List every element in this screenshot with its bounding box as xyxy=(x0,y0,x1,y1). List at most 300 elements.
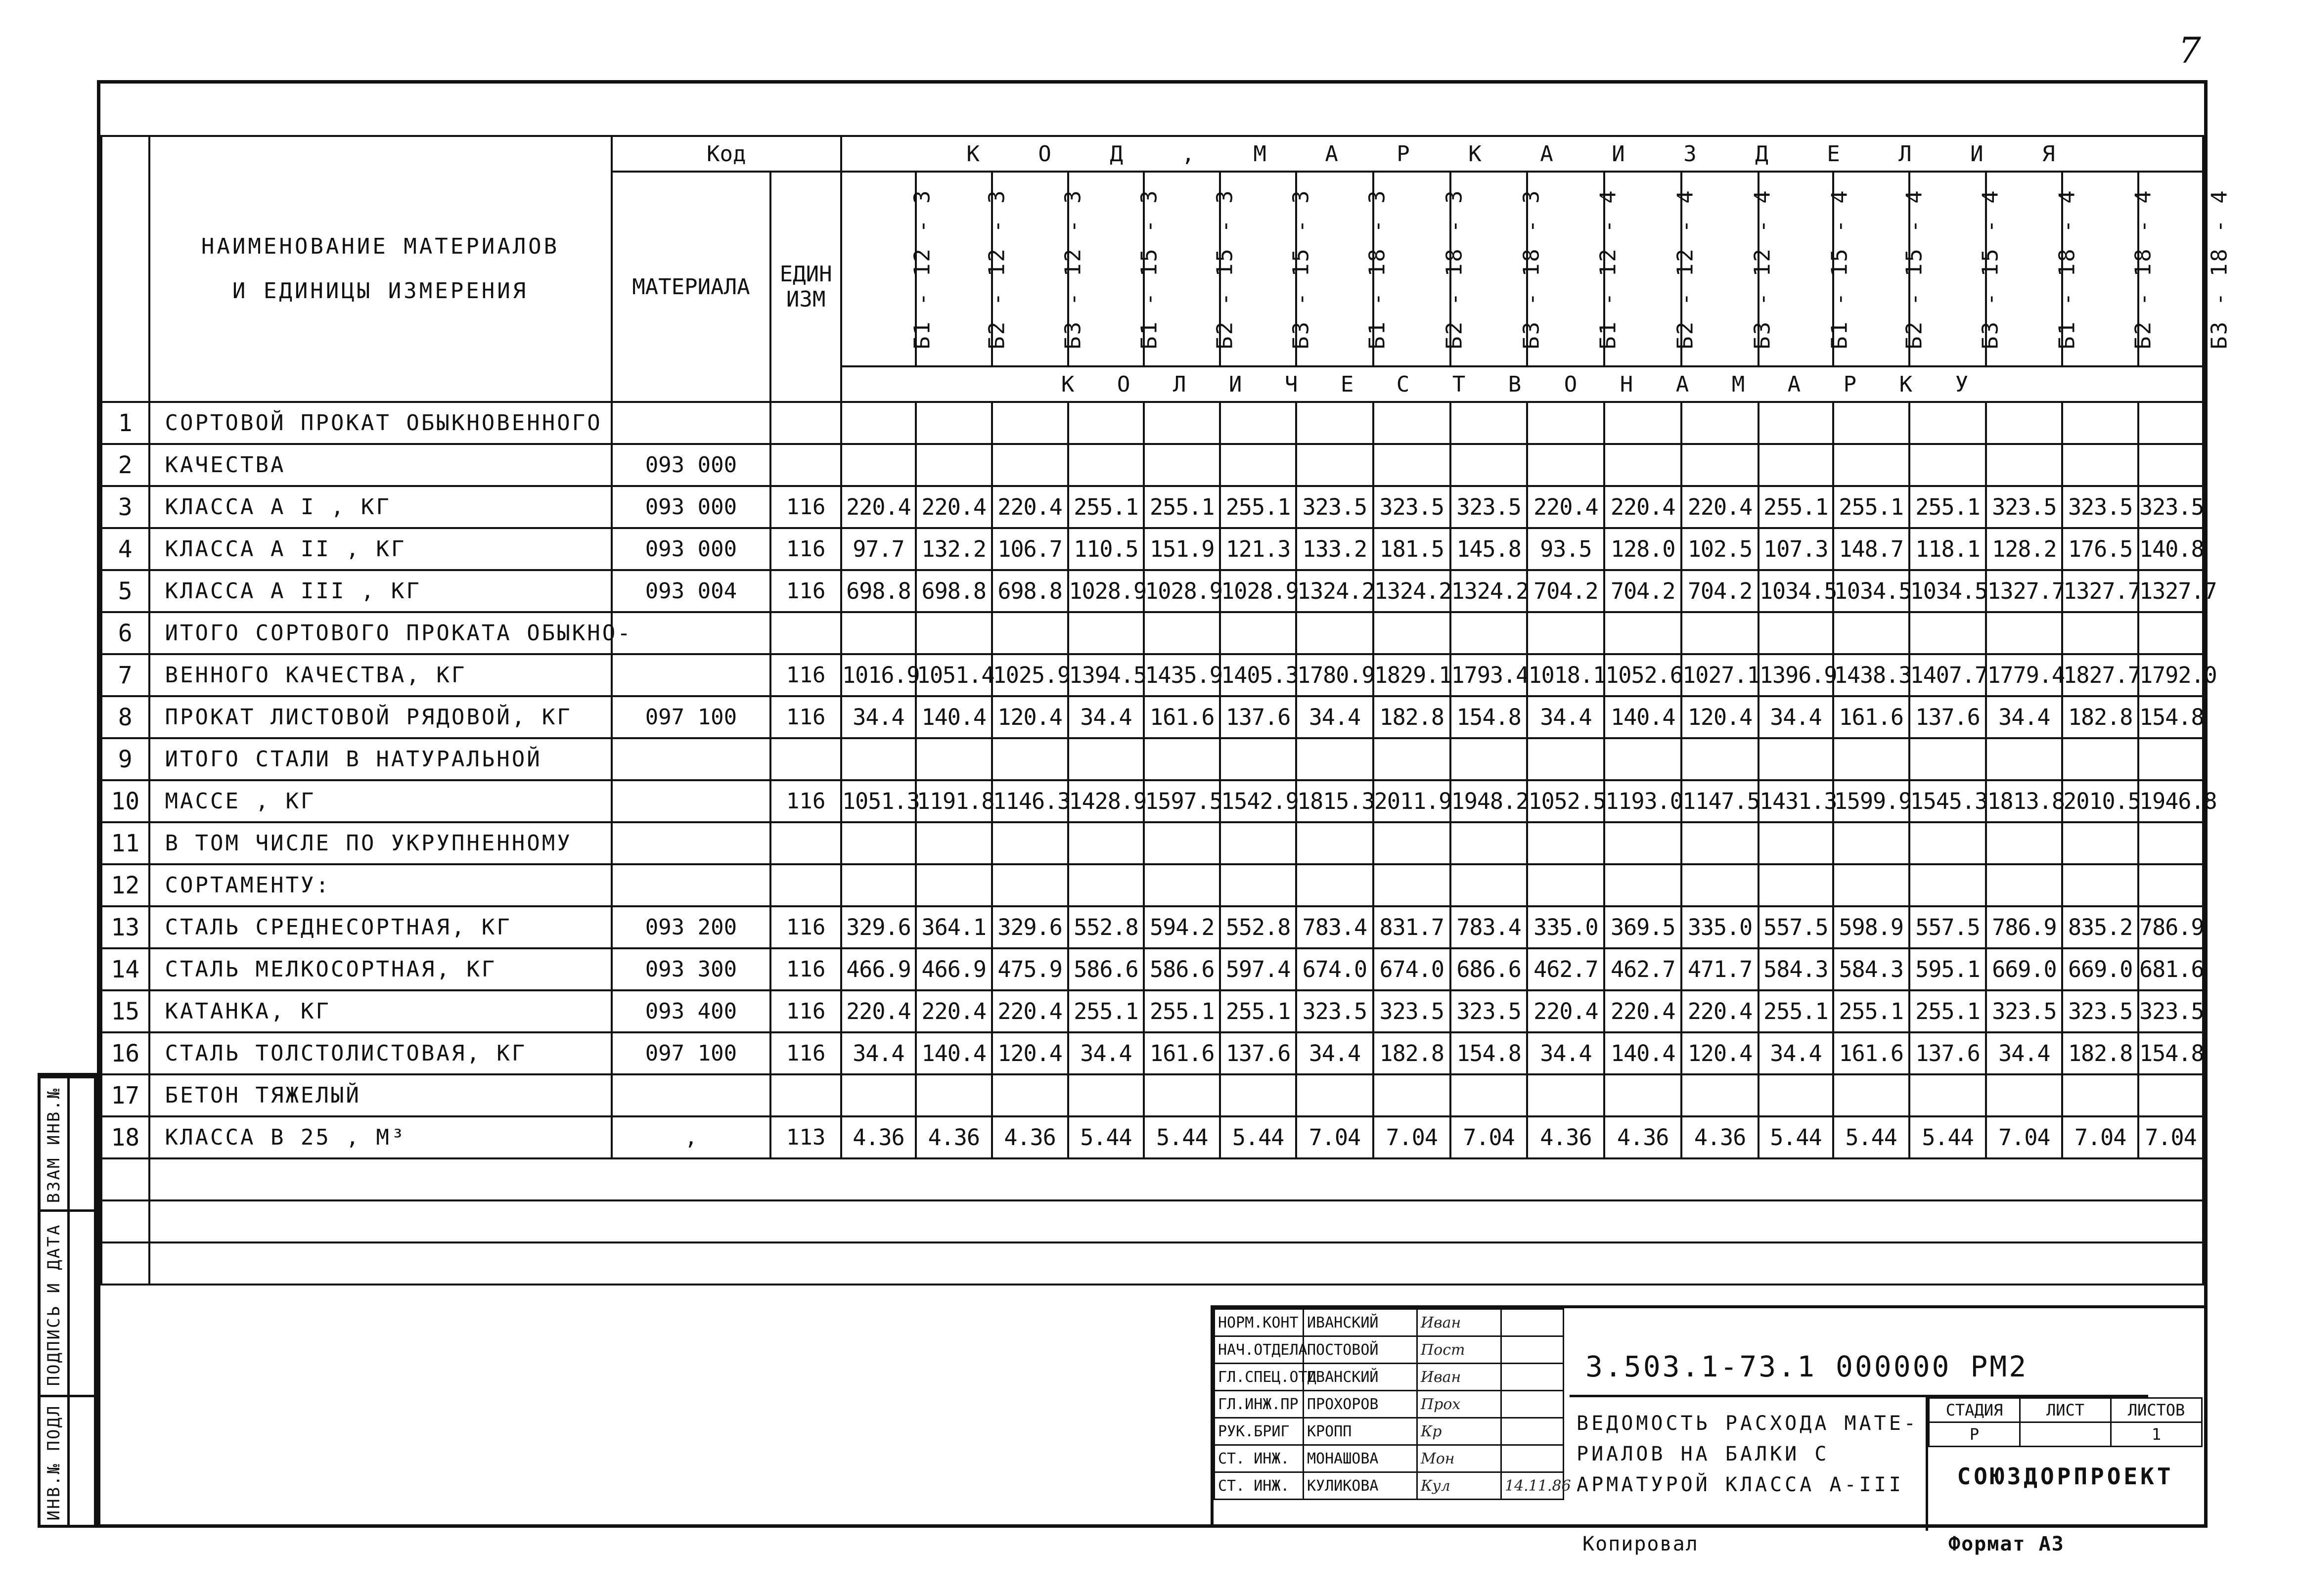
value-cell: 1324.2 xyxy=(1373,570,1450,612)
value-cell: 255.1 xyxy=(1220,486,1296,528)
value-cell xyxy=(1986,402,2062,444)
value-cell: 1327.7 xyxy=(2138,570,2203,612)
value-cell: 1405.3 xyxy=(1220,654,1296,696)
value-cell: 786.9 xyxy=(1986,906,2062,948)
value-cell xyxy=(916,864,992,906)
value-cell: 7.04 xyxy=(1450,1116,1528,1158)
value-cell xyxy=(1220,864,1296,906)
value-cell: 120.4 xyxy=(992,696,1068,738)
unit-header xyxy=(770,172,841,402)
signature-role: РУК.БРИГ xyxy=(1215,1418,1304,1445)
signature-name: ПОСТОВОЙ xyxy=(1304,1336,1417,1364)
row-code: 097 100 xyxy=(612,1032,771,1074)
value-cell xyxy=(1068,612,1144,654)
value-cell xyxy=(1909,822,1986,864)
strip-podpis xyxy=(41,1209,94,1397)
row-name: ПРОКАТ ЛИСТОВОЙ РЯДОВОЙ, КГ xyxy=(149,696,612,738)
value-cell xyxy=(1296,612,1373,654)
row-name: В ТОМ ЧИСЛЕ ПО УКРУПНЕННОМУ xyxy=(149,822,612,864)
value-cell xyxy=(1759,612,1833,654)
table-row xyxy=(101,948,2203,990)
value-cell: 698.8 xyxy=(916,570,992,612)
row-number: 15 xyxy=(101,990,149,1032)
value-cell: 594.2 xyxy=(1144,906,1220,948)
value-cell: 1431.3 xyxy=(1759,780,1833,822)
value-cell: 1147.5 xyxy=(1681,780,1759,822)
signature-role: СТ. ИНЖ. xyxy=(1215,1445,1304,1472)
value-cell xyxy=(1527,864,1604,906)
value-cell: 1948.2 xyxy=(1450,780,1528,822)
value-cell xyxy=(1833,612,1909,654)
value-cell xyxy=(1373,402,1450,444)
value-cell: 783.4 xyxy=(1450,906,1528,948)
value-cell: 1545.3 xyxy=(1909,780,1986,822)
value-cell xyxy=(1068,1074,1144,1116)
value-cell: 93.5 xyxy=(1527,528,1604,570)
signature-date xyxy=(1501,1309,1564,1336)
mark-label: Б2 - 12 - 4 xyxy=(1673,188,1699,350)
value-cell xyxy=(1527,612,1604,654)
value-cell: 161.6 xyxy=(1144,1032,1220,1074)
row-unit xyxy=(770,402,841,444)
value-cell xyxy=(1527,1074,1604,1116)
value-cell xyxy=(841,612,916,654)
row-unit: 116 xyxy=(770,486,841,528)
value-cell: 783.4 xyxy=(1296,906,1373,948)
value-cell xyxy=(2138,402,2203,444)
value-cell xyxy=(1759,1074,1833,1116)
table-row xyxy=(101,780,2203,822)
value-cell: 176.5 xyxy=(2062,528,2138,570)
value-cell xyxy=(916,444,992,486)
value-cell: 1146.3 xyxy=(992,780,1068,822)
value-cell xyxy=(992,1074,1068,1116)
value-cell xyxy=(1681,1074,1759,1116)
strip-podpis-label: ПОДПИСЬ И ДАТА xyxy=(44,1223,64,1386)
value-cell: 669.0 xyxy=(1986,948,2062,990)
row-name: ИТОГО СОРТОВОГО ПРОКАТА ОБЫКНО- xyxy=(149,612,612,654)
value-cell: 34.4 xyxy=(1296,1032,1373,1074)
value-cell: 1396.9 xyxy=(1759,654,1833,696)
table-row xyxy=(101,444,2203,486)
value-cell xyxy=(1604,444,1681,486)
row-name: КЛАССА А III , КГ xyxy=(149,570,612,612)
row-unit: 113 xyxy=(770,1116,841,1158)
row-unit: 116 xyxy=(770,780,841,822)
page-number: 7 xyxy=(2178,30,2201,71)
value-cell: 1018.1 xyxy=(1527,654,1604,696)
signature-role: НАЧ.ОТДЕЛА xyxy=(1215,1336,1304,1364)
signature-role: ГЛ.СПЕЦ.ОТД xyxy=(1215,1364,1304,1391)
value-cell: 182.8 xyxy=(2062,1032,2138,1074)
value-cell: 369.5 xyxy=(1604,906,1681,948)
value-cell: 5.44 xyxy=(1220,1116,1296,1158)
value-cell: 128.2 xyxy=(1986,528,2062,570)
value-cell: 220.4 xyxy=(1604,486,1681,528)
value-cell: 4.36 xyxy=(916,1116,992,1158)
mark-label: Б1 - 18 - 4 xyxy=(2055,188,2080,350)
value-cell: 475.9 xyxy=(992,948,1068,990)
value-cell: 34.4 xyxy=(1759,1032,1833,1074)
value-cell xyxy=(1296,864,1373,906)
value-cell: 698.8 xyxy=(992,570,1068,612)
row-code: 093 200 xyxy=(612,906,771,948)
mark-label: Б3 - 18 - 3 xyxy=(1519,188,1544,350)
value-cell xyxy=(1220,612,1296,654)
value-cell: 7.04 xyxy=(1296,1116,1373,1158)
value-cell xyxy=(1450,1074,1528,1116)
value-cell: 137.6 xyxy=(1220,696,1296,738)
value-cell: 323.5 xyxy=(1373,486,1450,528)
signature-row xyxy=(1215,1445,1564,1472)
value-cell: 1438.3 xyxy=(1833,654,1909,696)
value-cell xyxy=(1068,822,1144,864)
value-cell xyxy=(1527,738,1604,780)
signature-row xyxy=(1215,1418,1564,1445)
value-cell: 255.1 xyxy=(1833,990,1909,1032)
value-cell: 137.6 xyxy=(1909,696,1986,738)
row-name: КЛАССА В 25 , М³ xyxy=(149,1116,612,1158)
value-cell: 1779.4 xyxy=(1986,654,2062,696)
value-cell: 462.7 xyxy=(1604,948,1681,990)
value-cell xyxy=(841,1074,916,1116)
value-cell: 323.5 xyxy=(1450,990,1528,1032)
row-name: БЕТОН ТЯЖЕЛЫЙ xyxy=(149,1074,612,1116)
row-unit xyxy=(770,822,841,864)
stage-value-cell: Р xyxy=(1929,1422,2020,1447)
value-cell: 323.5 xyxy=(2138,990,2203,1032)
value-cell: 161.6 xyxy=(1833,1032,1909,1074)
value-cell: 674.0 xyxy=(1373,948,1450,990)
row-code: 093 000 xyxy=(612,528,771,570)
value-cell xyxy=(1450,822,1528,864)
value-cell: 220.4 xyxy=(1681,990,1759,1032)
value-cell: 586.6 xyxy=(1144,948,1220,990)
table-row xyxy=(101,1032,2203,1074)
value-cell: 323.5 xyxy=(2138,486,2203,528)
value-cell: 1028.9 xyxy=(1144,570,1220,612)
value-cell: 182.8 xyxy=(1373,696,1450,738)
name-header-line1: НАИМЕНОВАНИЕ МАТЕРИАЛОВ xyxy=(201,234,560,259)
title-block xyxy=(1211,1305,2208,1528)
value-cell: 140.4 xyxy=(1604,696,1681,738)
value-cell xyxy=(1909,864,1986,906)
value-cell: 137.6 xyxy=(1220,1032,1296,1074)
table-row xyxy=(101,528,2203,570)
value-cell: 1792.0 xyxy=(2138,654,2203,696)
unit-header-line2: ИЗМ xyxy=(786,287,826,312)
quantity-header: К О Л И Ч Е С Т В О Н А М А Р К У xyxy=(841,366,2203,402)
value-cell: 557.5 xyxy=(1909,906,1986,948)
value-cell xyxy=(1296,1074,1373,1116)
value-cell: 34.4 xyxy=(1068,696,1144,738)
value-cell xyxy=(1373,864,1450,906)
row-name: ВЕННОГО КАЧЕСТВА, КГ xyxy=(149,654,612,696)
row-name: КЛАССА А I , КГ xyxy=(149,486,612,528)
value-cell: 220.4 xyxy=(841,486,916,528)
value-cell xyxy=(1909,612,1986,654)
stage-value-cell: 1 xyxy=(2111,1422,2202,1447)
value-cell: 5.44 xyxy=(1068,1116,1144,1158)
value-cell xyxy=(2062,612,2138,654)
row-code: 093 004 xyxy=(612,570,771,612)
value-cell: 154.8 xyxy=(1450,1032,1528,1074)
value-cell: 323.5 xyxy=(1986,990,2062,1032)
value-cell: 4.36 xyxy=(1604,1116,1681,1158)
value-cell xyxy=(1373,1074,1450,1116)
strip-vzam-label: ВЗАМ ИНВ.№ xyxy=(44,1087,64,1203)
mark-label: Б3 - 15 - 4 xyxy=(1978,188,2003,350)
code-header: Код xyxy=(612,136,842,172)
value-cell xyxy=(1833,738,1909,780)
value-cell xyxy=(1759,864,1833,906)
table-row xyxy=(101,696,2203,738)
stage-grid xyxy=(1926,1397,2203,1531)
value-cell: 1946.8 xyxy=(2138,780,2203,822)
value-cell: 34.4 xyxy=(1296,696,1373,738)
value-cell: 1780.9 xyxy=(1296,654,1373,696)
value-cell: 704.2 xyxy=(1527,570,1604,612)
mark-label: Б3 - 12 - 4 xyxy=(1750,188,1775,350)
copied-by-label: Копировал xyxy=(1582,1533,1699,1555)
value-cell: 1813.8 xyxy=(1986,780,2062,822)
value-cell: 220.4 xyxy=(1527,990,1604,1032)
signature-date xyxy=(1501,1445,1564,1472)
value-cell: 323.5 xyxy=(1296,486,1373,528)
value-cell: 1016.9 xyxy=(841,654,916,696)
row-number: 18 xyxy=(101,1116,149,1158)
row-number: 12 xyxy=(101,864,149,906)
value-cell: 102.5 xyxy=(1681,528,1759,570)
value-cell: 586.6 xyxy=(1068,948,1144,990)
value-cell: 1051.4 xyxy=(916,654,992,696)
value-cell: 140.8 xyxy=(2138,528,2203,570)
signature-role: ГЛ.ИНЖ.ПР xyxy=(1215,1391,1304,1418)
value-cell xyxy=(1527,822,1604,864)
row-unit: 116 xyxy=(770,948,841,990)
value-cell: 552.8 xyxy=(1068,906,1144,948)
table-row xyxy=(101,612,2203,654)
value-cell xyxy=(841,864,916,906)
value-cell: 1028.9 xyxy=(1068,570,1144,612)
value-cell: 323.5 xyxy=(1373,990,1450,1032)
row-name: КАЧЕСТВА xyxy=(149,444,612,486)
unit-header-line1: ЕДИН xyxy=(779,262,832,287)
signature-mark: Иван xyxy=(1417,1309,1501,1336)
row-number: 13 xyxy=(101,906,149,948)
value-cell: 704.2 xyxy=(1681,570,1759,612)
value-cell xyxy=(1604,402,1681,444)
value-cell xyxy=(2062,738,2138,780)
value-cell: 5.44 xyxy=(1833,1116,1909,1158)
row-number: 10 xyxy=(101,780,149,822)
row-name: СТАЛЬ ТОЛСТОЛИСТОВАЯ, КГ xyxy=(149,1032,612,1074)
value-cell: 335.0 xyxy=(1681,906,1759,948)
value-cell: 1034.5 xyxy=(1833,570,1909,612)
value-cell xyxy=(1986,1074,2062,1116)
value-cell: 145.8 xyxy=(1450,528,1528,570)
value-cell: 140.4 xyxy=(1604,1032,1681,1074)
value-cell: 110.5 xyxy=(1068,528,1144,570)
mark-label: Б1 - 15 - 4 xyxy=(1827,188,1852,350)
row-unit xyxy=(770,444,841,486)
value-cell xyxy=(1681,402,1759,444)
empty-cell xyxy=(149,1242,2203,1285)
value-cell: 1394.5 xyxy=(1068,654,1144,696)
value-cell: 7.04 xyxy=(2138,1116,2203,1158)
value-cell xyxy=(1068,864,1144,906)
signature-date xyxy=(1501,1391,1564,1418)
value-cell: 1597.5 xyxy=(1144,780,1220,822)
signature-mark: Пост xyxy=(1417,1336,1501,1364)
value-cell: 669.0 xyxy=(2062,948,2138,990)
empty-cell xyxy=(149,1200,2203,1242)
value-cell: 140.4 xyxy=(916,696,992,738)
row-unit: 116 xyxy=(770,654,841,696)
value-cell: 462.7 xyxy=(1527,948,1604,990)
value-cell: 1052.6 xyxy=(1604,654,1681,696)
value-cell: 5.44 xyxy=(1909,1116,1986,1158)
row-number: 2 xyxy=(101,444,149,486)
value-cell xyxy=(2062,444,2138,486)
row-unit: 116 xyxy=(770,528,841,570)
value-cell: 255.1 xyxy=(1068,486,1144,528)
value-cell: 34.4 xyxy=(1068,1032,1144,1074)
value-cell: 1435.9 xyxy=(1144,654,1220,696)
value-cell xyxy=(1144,402,1220,444)
row-number: 7 xyxy=(101,654,149,696)
row-number: 1 xyxy=(101,402,149,444)
value-cell xyxy=(916,822,992,864)
value-cell xyxy=(916,612,992,654)
value-cell: 137.6 xyxy=(1909,1032,1986,1074)
value-cell: 107.3 xyxy=(1759,528,1833,570)
value-cell: 323.5 xyxy=(1296,990,1373,1032)
value-cell: 255.1 xyxy=(1759,990,1833,1032)
signature-role: НОРМ.КОНТ xyxy=(1215,1309,1304,1336)
row-number: 14 xyxy=(101,948,149,990)
row-number: 5 xyxy=(101,570,149,612)
value-cell xyxy=(1681,822,1759,864)
mark-label: Б1 - 18 - 3 xyxy=(1364,188,1390,350)
table-row xyxy=(101,1074,2203,1116)
value-cell: 255.1 xyxy=(1220,990,1296,1032)
value-cell: 1327.7 xyxy=(2062,570,2138,612)
value-cell xyxy=(1373,738,1450,780)
value-cell: 120.4 xyxy=(992,1032,1068,1074)
value-cell: 1428.9 xyxy=(1068,780,1144,822)
signature-name: ИВАНСКИЙ xyxy=(1304,1309,1417,1336)
value-cell: 674.0 xyxy=(1296,948,1373,990)
organization-name: СОЮЗДОРПРОЕКТ xyxy=(1957,1463,2174,1490)
value-cell: 97.7 xyxy=(841,528,916,570)
value-cell: 1815.3 xyxy=(1296,780,1373,822)
mark-label: Б2 - 18 - 3 xyxy=(1442,188,1467,350)
value-cell xyxy=(916,402,992,444)
value-cell xyxy=(1681,738,1759,780)
row-name: СТАЛЬ МЕЛКОСОРТНАЯ, КГ xyxy=(149,948,612,990)
row-unit: 116 xyxy=(770,906,841,948)
value-cell xyxy=(1909,402,1986,444)
signature-date xyxy=(1501,1336,1564,1364)
value-cell: 1327.7 xyxy=(1986,570,2062,612)
value-cell xyxy=(1909,738,1986,780)
value-cell xyxy=(1833,822,1909,864)
value-cell xyxy=(1296,444,1373,486)
value-cell xyxy=(1296,738,1373,780)
row-code xyxy=(612,654,771,696)
signature-row xyxy=(1215,1391,1564,1418)
value-cell: 1829.1 xyxy=(1373,654,1450,696)
value-cell: 595.1 xyxy=(1909,948,1986,990)
empty-cell xyxy=(101,1158,149,1200)
num-header xyxy=(101,136,149,402)
value-cell xyxy=(1681,444,1759,486)
value-cell xyxy=(1909,444,1986,486)
stage-header-cell: СТАДИЯ xyxy=(1929,1398,2020,1422)
row-code xyxy=(612,1074,771,1116)
value-cell: 255.1 xyxy=(1759,486,1833,528)
value-cell: 255.1 xyxy=(1909,486,1986,528)
value-cell: 182.8 xyxy=(2062,696,2138,738)
value-cell xyxy=(1527,402,1604,444)
value-cell: 1324.2 xyxy=(1450,570,1528,612)
signature-name: ИВАНСКИЙ xyxy=(1304,1364,1417,1391)
value-cell: 704.2 xyxy=(1604,570,1681,612)
row-number: 11 xyxy=(101,822,149,864)
value-cell xyxy=(1759,402,1833,444)
materials-table xyxy=(100,135,2232,1286)
value-cell xyxy=(1450,864,1528,906)
table-row xyxy=(101,738,2203,780)
format-label: Формат А3 xyxy=(1948,1533,2065,1555)
value-cell xyxy=(2138,612,2203,654)
value-cell: 1542.9 xyxy=(1220,780,1296,822)
value-cell xyxy=(2138,822,2203,864)
value-cell xyxy=(1144,738,1220,780)
value-cell: 1034.5 xyxy=(1909,570,1986,612)
mark-label: Б3 - 15 - 3 xyxy=(1288,188,1314,350)
value-cell xyxy=(1450,444,1528,486)
row-name: СОРТАМЕНТУ: xyxy=(149,864,612,906)
value-cell: 220.4 xyxy=(992,990,1068,1032)
description-block xyxy=(1570,1395,2185,1531)
value-cell xyxy=(1986,612,2062,654)
table-row xyxy=(101,402,2203,444)
value-cell: 120.4 xyxy=(1681,696,1759,738)
value-cell: 255.1 xyxy=(1144,486,1220,528)
value-cell xyxy=(1604,822,1681,864)
value-cell xyxy=(992,444,1068,486)
value-cell: 323.5 xyxy=(2062,990,2138,1032)
row-number: 3 xyxy=(101,486,149,528)
value-cell: 220.4 xyxy=(1681,486,1759,528)
value-cell: 154.8 xyxy=(2138,696,2203,738)
value-cell xyxy=(2138,864,2203,906)
value-cell xyxy=(1296,822,1373,864)
value-cell xyxy=(2062,864,2138,906)
value-cell: 255.1 xyxy=(1833,486,1909,528)
value-cell: 255.1 xyxy=(1144,990,1220,1032)
mark-label: Б3 - 18 - 4 xyxy=(2207,188,2232,350)
value-cell: 182.8 xyxy=(1373,1032,1450,1074)
value-cell: 161.6 xyxy=(1833,696,1909,738)
value-cell: 151.9 xyxy=(1144,528,1220,570)
mark-label: Б2 - 15 - 4 xyxy=(1901,188,1927,350)
row-code xyxy=(612,864,771,906)
row-unit xyxy=(770,1074,841,1116)
empty-row xyxy=(101,1200,2203,1242)
